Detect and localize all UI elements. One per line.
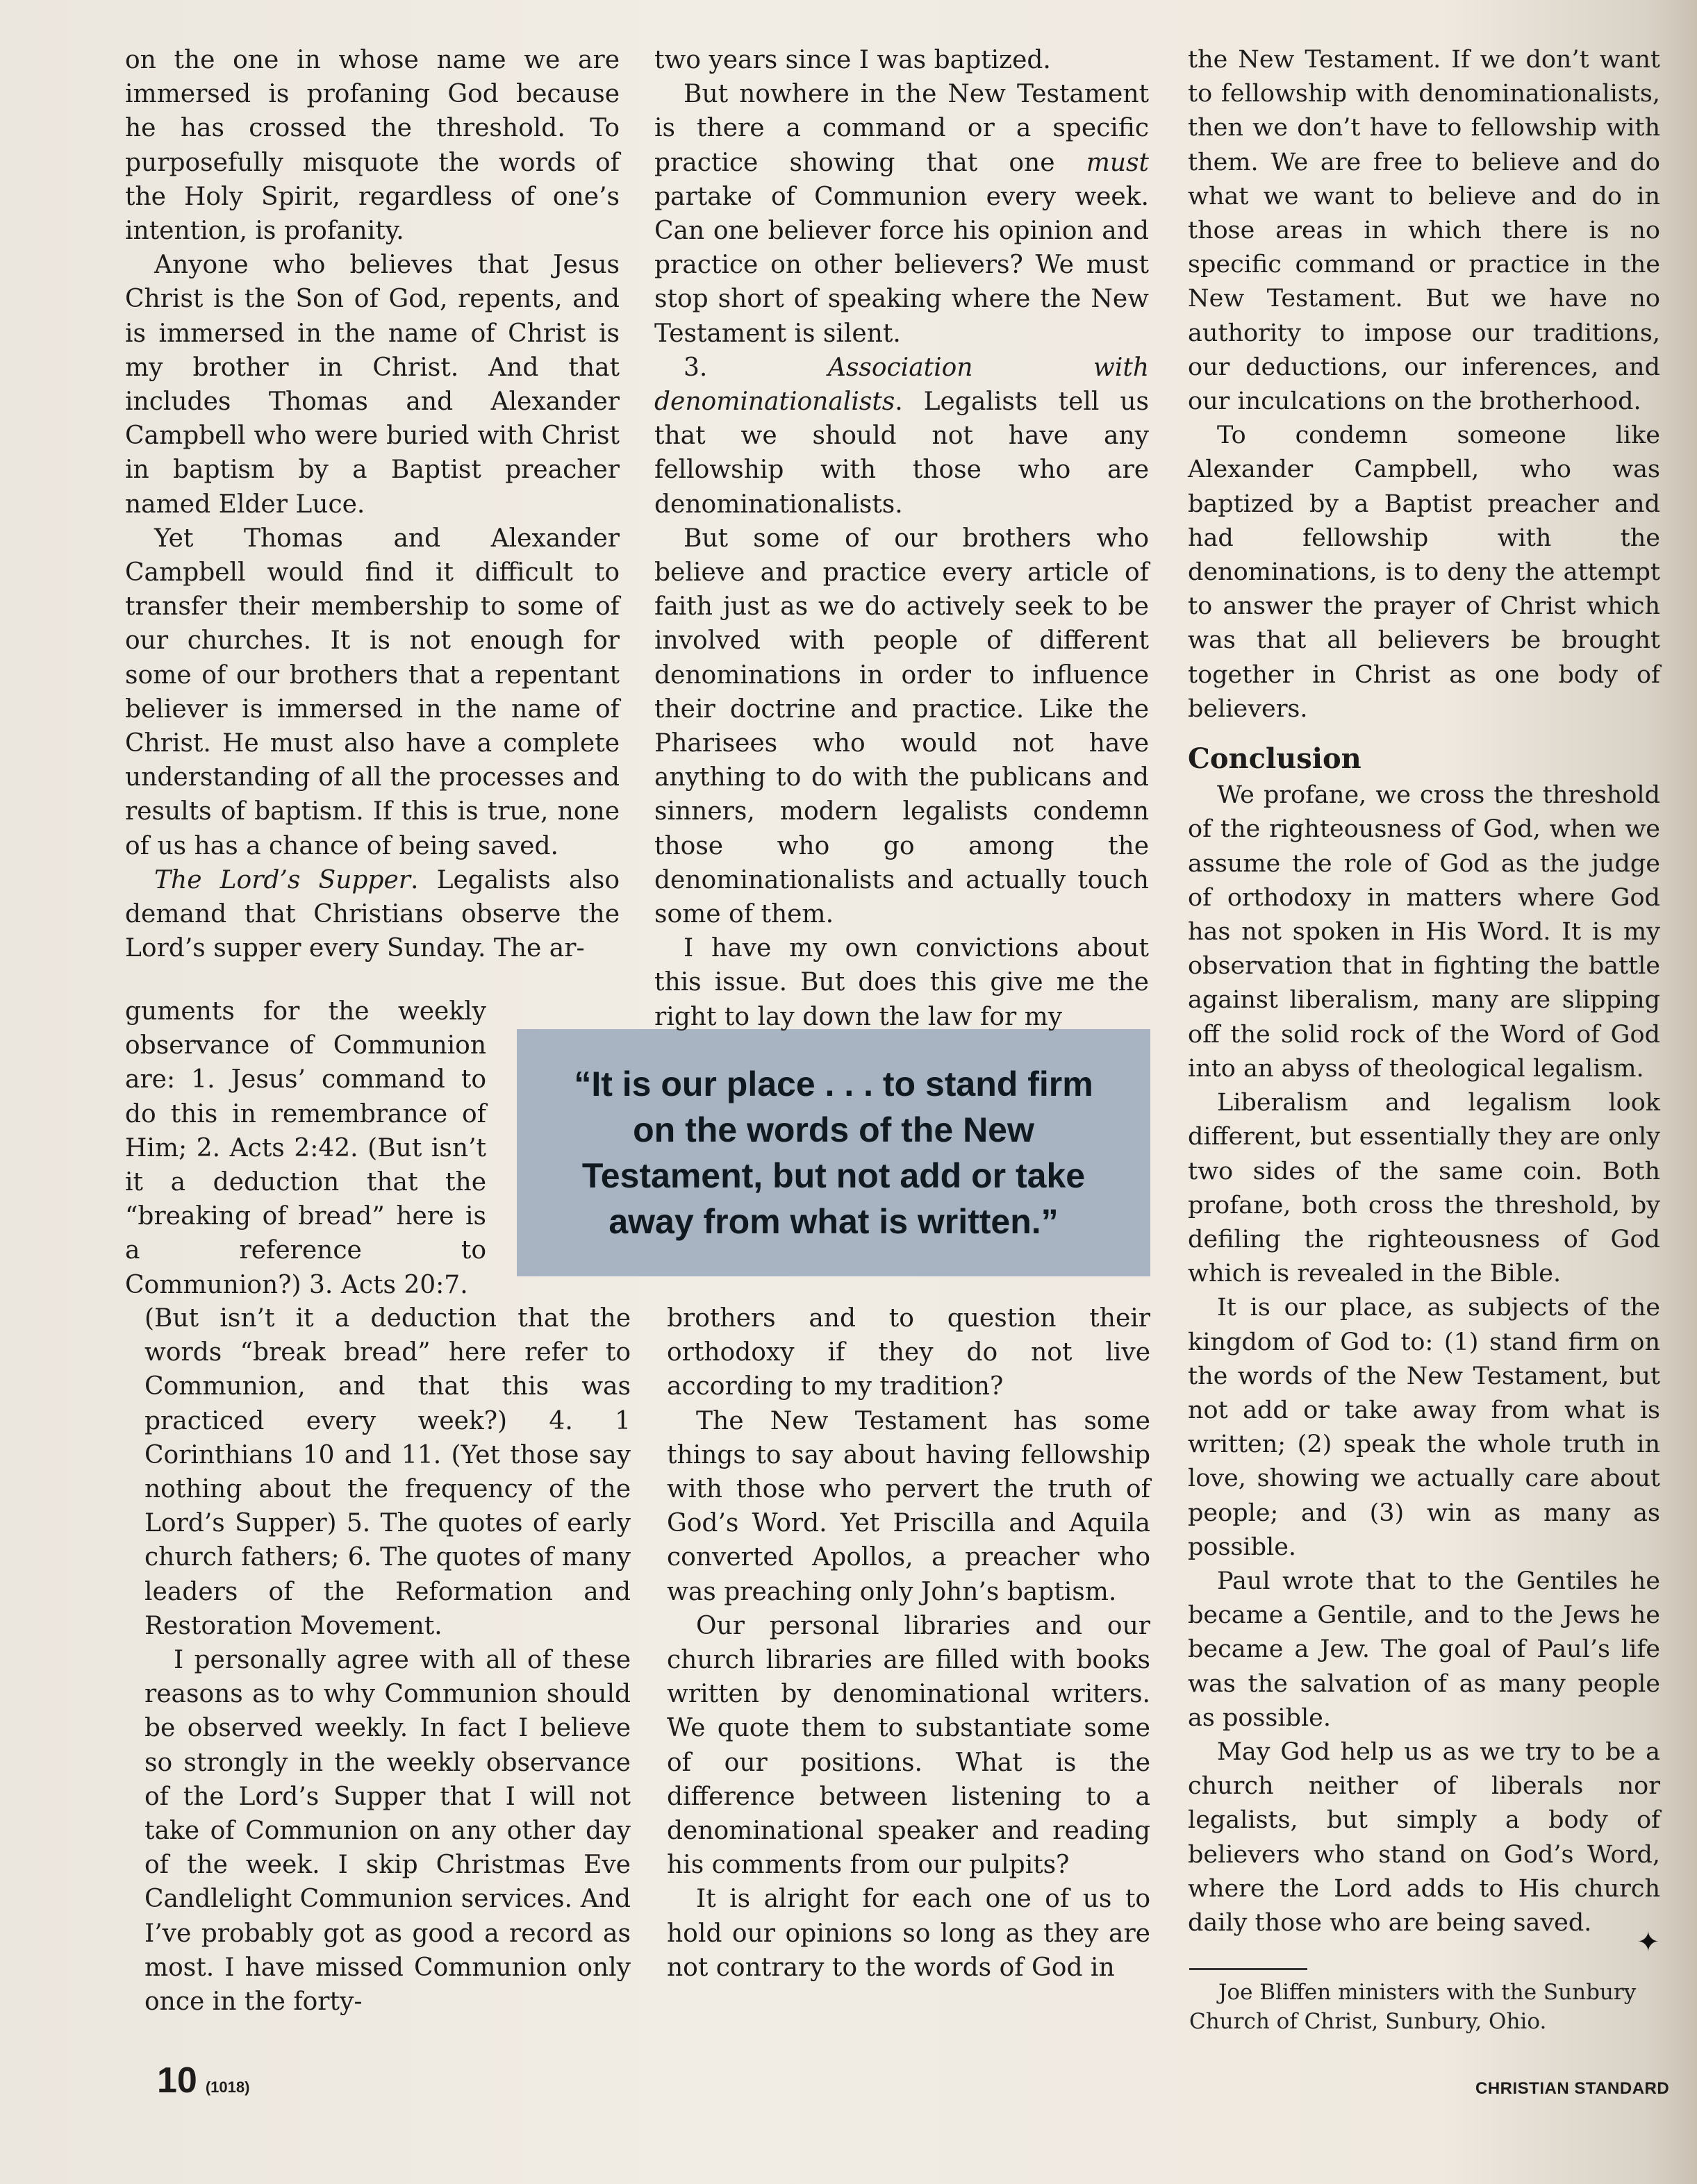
page-folio: [157, 2060, 249, 2101]
author-bio: [1189, 1978, 1675, 2036]
section-heading: Conclusion: [1188, 742, 1361, 776]
paragraph: The New Testament has some things to say about having fellowship with those who pervert the truth of God’s Word. Yet Priscilla and Aquila converted Apollos, a preacher who was preaching only John’s baptism.: [667, 1406, 1150, 1606]
paragraph: Liberalism and legalism look different, but essentially they are only two sides of the same coin. Both profane, both cross the threshold, by defiling the righteousness of God which is revealed in the Bible.: [1188, 1089, 1660, 1288]
paragraph: But some of our brothers who believe and practice every article of faith just as we do actively seek to be involved with people of different denominations in order to influence their doctrine and practice. Like the Pharisees who would not have anything to do with the publicans and sinners, modern legalists condemn those who go among the denominationalists and actually touch some of them.: [654, 524, 1149, 929]
paragraph: Our personal libraries and our church libraries are filled with books written by denominational writers. We quote them to substantiate some of our positions. What is the difference between listening to a denominational speaker and reading his comments from our pulpits?: [667, 1611, 1150, 1880]
page-number: 10: [157, 2060, 197, 2101]
column-1: [125, 43, 620, 965]
magazine-name: CHRISTIAN STANDARD: [1475, 2079, 1670, 2098]
italic-run: must: [1086, 148, 1149, 177]
paragraph: It is alright for each one of us to hold our opinions so long as they are not contrary to the words of God in: [667, 1885, 1150, 1982]
text-run: . Legalists tell us that we should not have any fellowship with those who are denominationalists.: [654, 387, 1149, 519]
paragraph: May God help us as we try to be a church neither of liberals nor legalists, but simply a body of believers who stand on God’s Word, where the Lord adds to His church daily those who are being saved.: [1188, 1737, 1660, 1937]
paragraph: brothers and to question their orthodoxy if they do not live according to my tradition?: [667, 1304, 1150, 1401]
paragraph: I have my own convictions about this issue. But does this give me the right to lay down the law for my: [654, 934, 1149, 1031]
text-run: partake of Communion every week. Can one believer force his opinion and practice on other believers? We must stop short of speaking where the New Testament is silent.: [654, 182, 1149, 348]
paragraph: [654, 351, 1149, 522]
end-mark-icon: ✦: [1637, 1926, 1660, 1958]
paragraph: To condemn someone like Alexander Campbell, who was baptized by a Baptist preacher and had fellowship with the denominations, is to deny the attempt to answer the prayer of Christ which was that all believers be brought together in Christ as one body of believers.: [1188, 422, 1660, 723]
paragraph: We profane, we cross the threshold of the righteousness of God, when we assume the role of God as the judge of orthodoxy in matters where God has not spoken in His Word. It is my observation that in fighting the battle against liberalism, many are slipping off the solid rock of the Word of God into an abyss of theological legalism.: [1188, 781, 1660, 1083]
bio-divider: [1189, 1968, 1307, 1970]
column-1-narrow: [125, 994, 486, 1302]
paragraph: the New Testament. If we don’t want to fellowship with denominationalists, then we don’t have to fellowship with them. We are free to believe and do what we want to believe and do in those areas in which there is no specific command or practice in the New Testament. But we have no authority to impose our traditions, our deductions, our inferences, and our inculcations on the brotherhood.: [1188, 46, 1660, 416]
paragraph: on the one in whose name we are immersed is profaning God because he has crossed the threshold. To purposefully misquote the words of the Holy Spirit, regardless of one’s intention, is profanity.: [125, 46, 620, 246]
paragraph: It is our place, as subjects of the kingdom of God to: (1) stand firm on the words of the New Testament, but not add or take away from what is written; (2) speak the whole truth in love, showing we actually care about people; and (3) win as many as possible.: [1188, 1294, 1660, 1561]
italic-run: Association with denominationalists: [654, 353, 1149, 417]
paragraph: [654, 77, 1149, 351]
text-run: But nowhere in the New Testament is there a command or a specific practice showing that one: [654, 80, 1149, 177]
paragraph: Anyone who believes that Jesus Christ is the Son of God, repents, and is immersed in the name of Christ is my brother in Christ. And that includes Thomas and Alexander Campbell who were buried with Christ in baptism by a Baptist preacher named Elder Luce.: [125, 251, 620, 519]
issue-page-number: (1018): [205, 2078, 250, 2096]
pull-quote: “It is our place . . . to stand firm on the words of the New Testament, but not add or take away from what is written.”: [574, 1065, 1093, 1241]
paragraph: two years since I was baptized.: [654, 46, 1051, 74]
paragraph: guments for the weekly observance of Communion are: 1. Jesus’ command to do this in remembrance of Him; 2. Acts 2:42. (But isn’t it a deduction that the “breaking of bread” here is a reference to Communion?) 3. Acts 20:7.: [125, 997, 486, 1299]
italic-run: The Lord’s Supper: [154, 865, 411, 894]
column-1-lower: [144, 1301, 631, 2019]
paragraph-lords-supper: [125, 863, 620, 966]
pull-quote-box: [517, 1029, 1150, 1276]
column-2: [654, 43, 1149, 1034]
text-run: 3.: [684, 353, 828, 382]
paragraph: Paul wrote that to the Gentiles he became a Gentile, and to the Jews he became a Jew. The goal of Paul’s life was the salvation of as many people as possible.: [1188, 1567, 1660, 1732]
paragraph: I personally agree with all of these reasons as to why Communion should be observed weekly. In fact I believe so strongly in the weekly observance of the Lord’s Supper that I will not take of Communion on any other day of the week. I skip Christmas Eve Candlelight Communion services. And I’ve probably got as good a record as most. I have missed Communion only once in the forty-: [144, 1646, 631, 2017]
paragraph: Yet Thomas and Alexander Campbell would find it difficult to transfer their membership to some of our churches. It is not enough for some of our brothers that a repentant believer is immersed in the name of Christ. He must also have a complete understanding of all the processes and results of baptism. If this is true, none of us has a chance of being saved.: [125, 524, 620, 860]
text-run: . Legalists also demand that Christians observe the Lord’s supper every Sunday. The ar-: [125, 865, 620, 963]
column-2-lower: [667, 1301, 1150, 1985]
column-3: [1188, 43, 1660, 1940]
paragraph: (But isn’t it a deduction that the words “break bread” here refer to Communion, and that this was practiced every week?) 4. 1 Corinthians 10 and 11. (Yet those say nothing about the frequency of the Lord’s Supper) 5. The quotes of early church fathers; 6. The quotes of many leaders of the Reformation and Restoration Movement.: [144, 1304, 631, 1640]
bio-text: Joe Bliffen ministers with the Sunbury Church of Christ, Sunbury, Ohio.: [1189, 1980, 1637, 2034]
